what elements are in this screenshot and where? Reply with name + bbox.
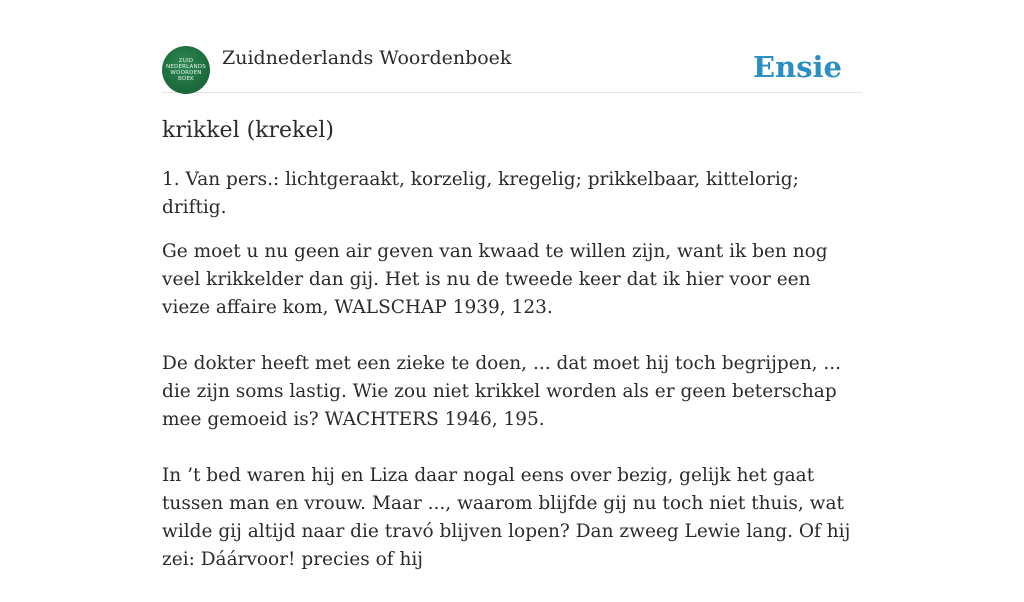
entry-title: krikkel (krekel) [162, 118, 335, 143]
dictionary-name-link[interactable]: Zuidnederlands Woordenboek [222, 47, 512, 69]
logo-text-line: ZUID [178, 58, 194, 64]
quote-paragraph: Ge moet u nu geen air geven van kwaad te willen zijn, want ik ben nog veel krikkelder dan gij. Het is nu de tweede keer dat ik hier voor een vieze affaire kom, WALSCHAP 1939, 123. [162, 241, 828, 318]
ensie-brand-link[interactable]: Ensie [753, 50, 842, 84]
logo-text-line: WOORDEN [170, 70, 202, 76]
entry-definition: 1. Van pers.: lichtgeraakt, korzelig, kregelig; prikkelbaar, kittelorig; driftig. [162, 169, 799, 218]
quote-paragraph: De dokter heeft met een zieke te doen, ... dat moet hij toch begrijpen, ... die zijn soms lastig. Wie zou niet krikkel worden als er geen beterschap mee gemoeid is? WACHTERS 1946, 195. [162, 353, 842, 430]
quote-paragraph: In ’t bed waren hij en Liza daar nogal eens over bezig, gelijk het gaat tussen man en vrouw. Maar ..., waarom blijfde gij nu toch niet thuis, wat wilde gij altijd naar die travó blijven lopen? Dan zweeg Lewie lang. Of hij zei: Dáárvoor! precies of hij [162, 465, 851, 570]
woordenboek-logo[interactable] [162, 46, 210, 94]
logo-text-line: BOEK [178, 76, 194, 82]
logo-text-line: NEDERLANDS [166, 64, 206, 70]
entry-content [162, 116, 862, 602]
site-header [162, 44, 862, 93]
